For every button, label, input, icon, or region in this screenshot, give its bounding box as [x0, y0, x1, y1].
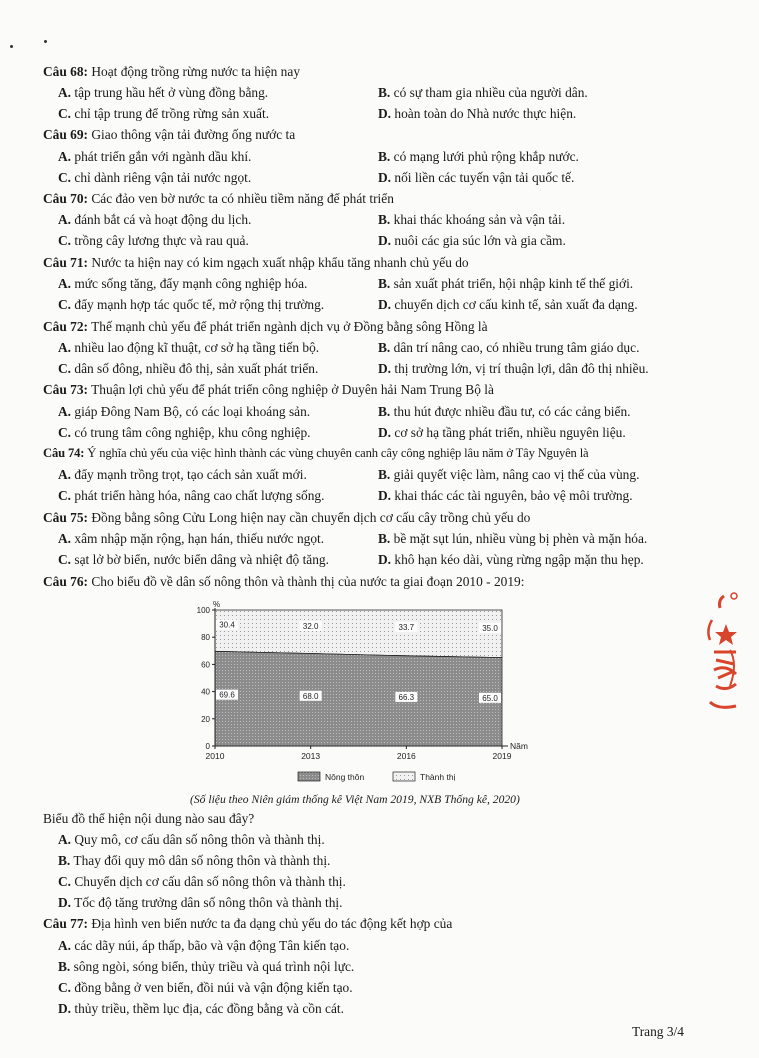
option-73-b: B. thu hút được nhiều đầu tư, có các cảng biển. — [378, 404, 631, 419]
legend-swatch-thanh-thi — [393, 772, 415, 781]
option-72-b: B. dân trí nâng cao, có nhiều trung tâm giáo dục. — [378, 340, 640, 355]
option-74-c: C. phát triển hàng hóa, nâng cao chất lượng sống. — [58, 488, 325, 503]
question-75: Câu 75: Đồng bằng sông Cửu Long hiện nay cần chuyển dịch cơ cấu cây trồng chủ yếu do — [43, 510, 531, 525]
data-label-thanh-thi: 35.0 — [482, 623, 498, 633]
option-76-c: C. Chuyển dịch cơ cấu dân số nông thôn và thành thị. — [58, 874, 346, 889]
y-tick-label: 100 — [196, 606, 210, 615]
x-tick-label: 2019 — [492, 751, 512, 761]
option-72-d: D. thị trường lớn, vị trí thuận lợi, dân đô thị nhiều. — [378, 361, 649, 376]
option-77-a: A. các dãy núi, áp thấp, bão và vận động Tân kiến tạo. — [58, 938, 350, 953]
option-77-b: B. sông ngòi, sóng biển, thủy triều và quá trình nội lực. — [58, 959, 355, 974]
option-73-c: C. có trung tâm công nghiệp, khu công nghiệp. — [58, 425, 311, 440]
option-69-b: B. có mạng lưới phủ rộng khắp nước. — [378, 149, 579, 164]
data-label-nong-thon: 68.0 — [302, 691, 319, 701]
question-76-prompt: Biểu đồ thể hiện nội dung nào sau đây? — [43, 811, 255, 826]
question-72: Câu 72: Thế mạnh chủ yếu để phát triển ngành dịch vụ ở Đồng bằng sông Hồng là — [43, 319, 488, 334]
option-68-c: C. chỉ tập trung để trồng rừng sản xuất. — [58, 106, 270, 121]
x-axis-label: Năm — [510, 741, 528, 751]
question-69: Câu 69: Giao thông vận tải đường ống nước ta — [43, 127, 296, 142]
option-74-d: D. khai thác các tài nguyên, bảo vệ môi trường. — [378, 488, 633, 503]
x-tick-label: 2010 — [205, 751, 225, 761]
scan-speck — [44, 40, 47, 43]
option-72-a: A. nhiều lao động kĩ thuật, cơ sở hạ tầng tiến bộ. — [58, 340, 320, 355]
data-label-thanh-thi: 30.4 — [219, 620, 235, 630]
option-73-a: A. giáp Đông Nam Bộ, có các loại khoáng sản. — [58, 404, 311, 419]
data-label-thanh-thi: 33.7 — [398, 622, 415, 632]
question-71: Câu 71: Nước ta hiện nay có kim ngạch xuất nhập khẩu tăng nhanh chủ yếu do — [43, 255, 469, 270]
option-70-c: C. trồng cây lương thực và rau quả. — [58, 233, 249, 248]
legend-label-thanh-thi: Thành thị — [420, 772, 456, 782]
chart-source: (Số liệu theo Niên giám thống kê Việt Nam 2019, NXB Thống kê, 2020) — [190, 793, 520, 806]
x-tick-label: 2016 — [396, 751, 416, 761]
option-70-a: A. đánh bắt cá và hoạt động du lịch. — [58, 212, 252, 227]
option-77-c: C. đồng bằng ở ven biển, đồi núi và vận động kiến tạo. — [58, 980, 353, 995]
legend-label-nong-thon: Nông thôn — [325, 772, 365, 782]
population-area-chart — [195, 598, 540, 793]
area-nong-thon — [215, 651, 502, 746]
option-70-d: D. nuôi các gia súc lớn và gia cầm. — [378, 233, 566, 248]
question-73: Câu 73: Thuận lợi chủ yếu để phát triển công nghiệp ở Duyên hải Nam Trung Bộ là — [43, 382, 494, 397]
option-68-d: D. hoàn toàn do Nhà nước thực hiện. — [378, 106, 577, 121]
area-thanh-thi — [215, 610, 502, 658]
option-75-a: A. xâm nhập mặn rộng, hạn hán, thiếu nước ngọt. — [58, 531, 325, 546]
legend-swatch-nong-thon — [298, 772, 320, 781]
option-77-d: D. thủy triều, thềm lục địa, các đồng bằng và cồn cát. — [58, 1001, 344, 1016]
option-75-d: D. khô hạn kéo dài, vùng rừng ngập mặn thu hẹp. — [378, 552, 644, 567]
option-69-c: C. chỉ dành riêng vận tải nước ngọt. — [58, 170, 252, 185]
red-seal-stamp — [704, 590, 744, 720]
scan-speck — [10, 45, 13, 48]
option-75-c: C. sạt lở bờ biển, nước biển dâng và nhiệt độ tăng. — [58, 552, 329, 567]
question-74: Câu 74: Ý nghĩa chủ yếu của việc hình thành các vùng chuyên canh cây công nghiệp lâu năm ở Tây Nguyên là — [43, 446, 589, 460]
y-tick-label: 60 — [201, 660, 210, 670]
option-72-c: C. dân số đông, nhiều đô thị, sản xuất phát triển. — [58, 361, 319, 376]
option-68-a: A. tập trung hầu hết ở vùng đồng bằng. — [58, 85, 269, 100]
data-label-thanh-thi: 32.0 — [302, 621, 319, 631]
y-axis-unit: % — [213, 600, 221, 609]
option-76-b: B. Thay đổi quy mô dân số nông thôn và thành thị. — [58, 853, 331, 868]
data-label-nong-thon: 66.3 — [398, 692, 415, 702]
option-71-b: B. sản xuất phát triển, hội nhập kinh tế thế giới. — [378, 276, 634, 291]
option-71-c: C. đẩy mạnh hợp tác quốc tế, mở rộng thị trường. — [58, 297, 325, 312]
y-tick-label: 20 — [201, 714, 210, 724]
x-tick-label: 2013 — [301, 751, 321, 761]
option-70-b: B. khai thác khoáng sản và vận tải. — [378, 212, 566, 227]
option-76-a: A. Quy mô, cơ cấu dân số nông thôn và thành thị. — [58, 832, 325, 847]
data-label-nong-thon: 69.6 — [219, 690, 235, 700]
page-number: Trang 3/4 — [632, 1024, 684, 1039]
question-68: Câu 68: Hoạt động trồng rừng nước ta hiện nay — [43, 64, 301, 79]
option-68-b: B. có sự tham gia nhiều của người dân. — [378, 85, 588, 100]
option-76-d: D. Tốc độ tăng trưởng dân số nông thôn và thành thị. — [58, 895, 343, 910]
option-69-a: A. phát triển gắn với ngành dầu khí. — [58, 149, 252, 164]
option-73-d: D. cơ sở hạ tầng phát triển, nhiều nguyên liệu. — [378, 425, 626, 440]
option-75-b: B. bề mặt sụt lún, nhiều vùng bị phèn và mặn hóa. — [378, 531, 648, 546]
option-74-a: A. đẩy mạnh trồng trọt, tạo cách sản xuất mới. — [58, 467, 307, 482]
question-70: Câu 70: Các đảo ven bờ nước ta có nhiều tiềm năng để phát triển — [43, 191, 394, 206]
y-tick-label: 0 — [205, 742, 210, 751]
y-tick-label: 40 — [201, 687, 210, 697]
option-74-b: B. giải quyết việc làm, nâng cao vị thế của vùng. — [378, 467, 640, 482]
option-71-d: D. chuyển dịch cơ cấu kinh tế, sản xuất đa dạng. — [378, 297, 638, 312]
option-71-a: A. mức sống tăng, đẩy mạnh công nghiệp hóa. — [58, 276, 308, 291]
option-69-d: D. nối liền các tuyến vận tải quốc tế. — [378, 170, 575, 185]
question-77: Câu 77: Địa hình ven biển nước ta đa dạng chủ yếu do tác động kết hợp của — [43, 916, 453, 931]
question-76: Câu 76: Cho biểu đồ về dân số nông thôn và thành thị của nước ta giai đoạn 2010 - 2019: — [43, 574, 525, 589]
y-tick-label: 80 — [201, 633, 210, 643]
data-label-nong-thon: 65.0 — [482, 693, 498, 703]
